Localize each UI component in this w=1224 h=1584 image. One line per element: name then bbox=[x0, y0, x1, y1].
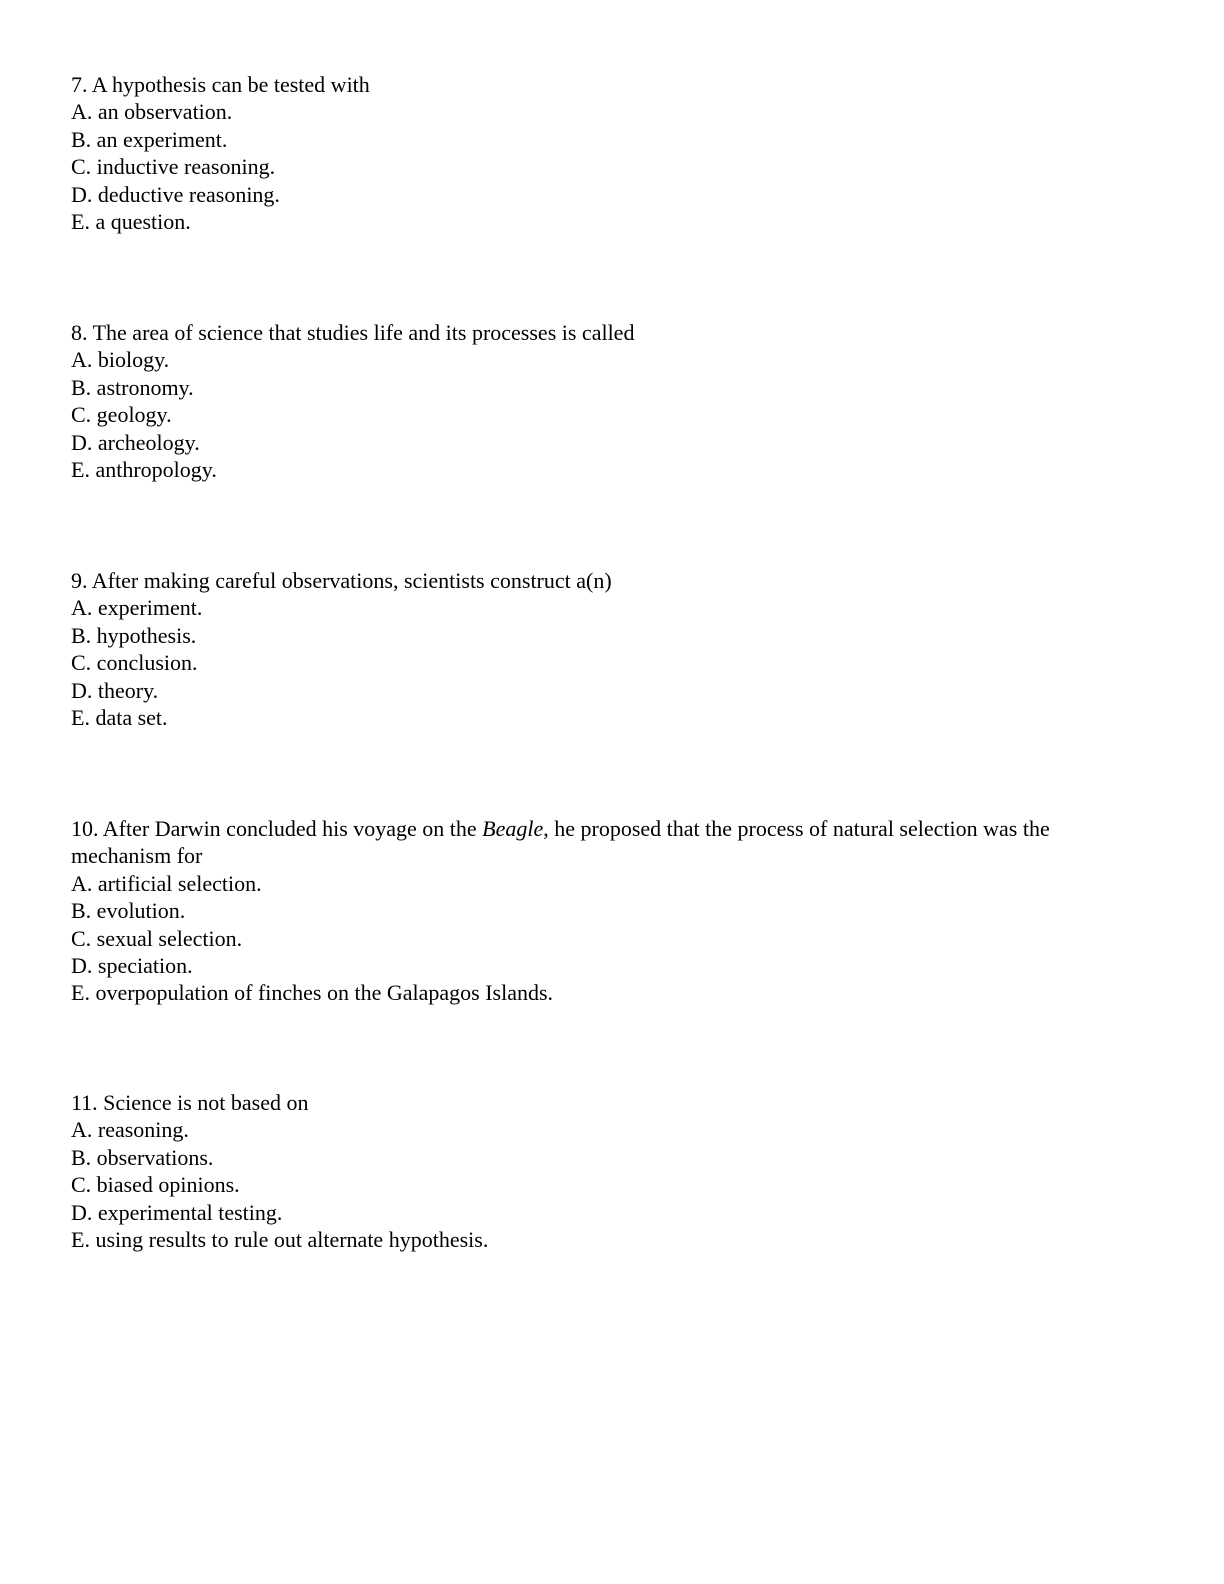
question-stem: 9. After making careful observations, scientists construct a(n) bbox=[71, 568, 612, 593]
ship-name: Beagle bbox=[482, 816, 544, 841]
question-stem: 8. The area of science that studies life and its processes is called bbox=[71, 320, 635, 345]
question-stem: 7. A hypothesis can be tested with bbox=[71, 72, 370, 97]
answer-option-b: B. observations. bbox=[71, 1144, 214, 1170]
answer-option-e: E. overpopulation of finches on the Galapagos Islands. bbox=[71, 980, 554, 1006]
answer-option-a: A. biology. bbox=[71, 347, 170, 373]
question-8 bbox=[71, 319, 1151, 483]
answer-option-d: D. archeology. bbox=[71, 429, 200, 455]
answer-option-b: B. evolution. bbox=[71, 898, 186, 924]
answer-option-a: A. an observation. bbox=[71, 99, 233, 125]
answer-option-e: E. data set. bbox=[71, 705, 168, 731]
question-stem-end: , he proposed that the process of natural selection was the mechanism for bbox=[71, 816, 1050, 869]
answer-option-d: D. experimental testing. bbox=[71, 1199, 283, 1225]
answer-option-e: E. anthropology. bbox=[71, 457, 217, 483]
question-stem-start: 10. After Darwin concluded his voyage on the bbox=[71, 816, 483, 841]
answer-option-c: C. inductive reasoning. bbox=[71, 154, 276, 180]
question-11 bbox=[71, 1089, 1151, 1253]
answer-option-c: C. geology. bbox=[71, 402, 172, 428]
question-10 bbox=[71, 815, 1151, 1007]
answer-option-b: B. hypothesis. bbox=[71, 622, 197, 648]
question-stem: 11. Science is not based on bbox=[71, 1090, 309, 1115]
answer-option-d: D. speciation. bbox=[71, 953, 193, 979]
question-9 bbox=[71, 567, 1151, 731]
answer-option-e: E. a question. bbox=[71, 209, 191, 235]
answer-option-e: E. using results to rule out alternate hypothesis. bbox=[71, 1227, 489, 1253]
answer-option-c: C. biased opinions. bbox=[71, 1172, 240, 1198]
answer-option-d: D. deductive reasoning. bbox=[71, 181, 280, 207]
answer-option-a: A. reasoning. bbox=[71, 1117, 189, 1143]
answer-option-b: B. an experiment. bbox=[71, 126, 228, 152]
answer-option-c: C. sexual selection. bbox=[71, 925, 243, 951]
question-stem bbox=[71, 815, 1151, 870]
question-7 bbox=[71, 71, 1151, 235]
answer-option-d: D. theory. bbox=[71, 677, 159, 703]
answer-option-b: B. astronomy. bbox=[71, 374, 194, 400]
answer-option-a: A. experiment. bbox=[71, 595, 203, 621]
answer-option-c: C. conclusion. bbox=[71, 650, 198, 676]
answer-option-a: A. artificial selection. bbox=[71, 870, 262, 896]
